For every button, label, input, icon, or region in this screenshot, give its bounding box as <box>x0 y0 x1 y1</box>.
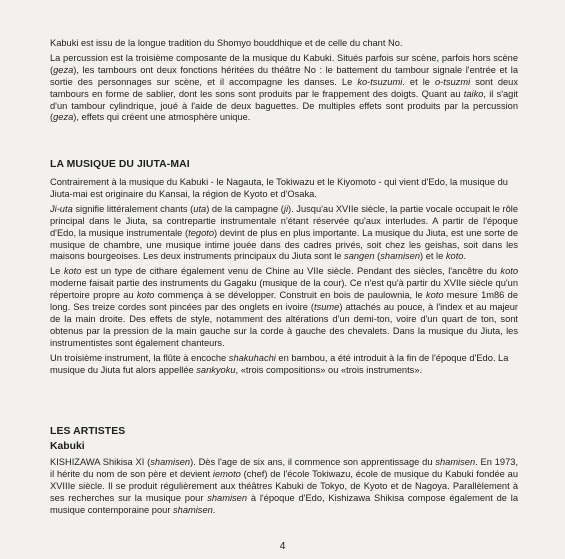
text-run: . <box>463 251 467 262</box>
text-run: . <box>212 504 216 515</box>
text-run: Un troisième instrument, la flûte à encoche <box>50 352 229 363</box>
artistes-heading: LES ARTISTES <box>50 426 126 437</box>
text-run: ). Dès l'age de six ans, il commence son apprentissage du <box>190 457 436 467</box>
artistes-paragraph-1 <box>50 457 518 517</box>
italic-term: uta <box>193 203 207 214</box>
text-run: moderne faisait partie des instruments du Gagaku (musique de la cour). Ce n'est qu'à partir du XVIIe siècle qu'un répertoire propre au <box>50 278 518 301</box>
italic-term: geza <box>53 64 74 75</box>
jiuta-section <box>50 159 518 377</box>
italic-term: tsume <box>314 302 340 313</box>
text-run: Le <box>50 266 64 277</box>
italic-term: shamisen <box>380 251 421 262</box>
jiuta-paragraph-4 <box>50 353 518 377</box>
jiuta-paragraph-3 <box>50 266 518 349</box>
text-run: ), effets qui créent une atmosphère unique. <box>73 112 251 123</box>
italic-term: koto <box>425 290 444 301</box>
jiuta-paragraph-2 <box>50 204 518 264</box>
text-run: à l'époque d'Edo, Kishizawa Shikisa compose également de la musique contemporaine pour <box>50 492 518 515</box>
italic-term: iemoto <box>212 468 241 479</box>
italic-term: geza <box>53 112 74 123</box>
italic-term: koto <box>136 290 155 301</box>
text-run: Kabuki est issu de la longue tradition du Shomyo bouddhique et de celle du chant No. <box>50 38 403 48</box>
text-run: . En 1973, il hérite du nom de son père et devient <box>50 457 518 479</box>
italic-term: o-tsuzmi <box>435 76 471 87</box>
italic-term: koto <box>63 266 82 277</box>
italic-term: shamisen <box>207 492 248 503</box>
text-run: La percussion est la troisième composante de la musique du Kabuki. Situés parfois sur scène, parfois hors scène ( <box>50 52 518 75</box>
italic-term: sangen <box>344 251 375 262</box>
artistes-section <box>50 426 518 517</box>
italic-term: ko-tsuzumi <box>357 76 403 87</box>
text-run: ), les tambours ont deux fonctions héritées du théâtre No : le battement du tambour signale l'entrée et la sortie des personnages sur scène, et il accompagne les danses. Le <box>50 64 518 87</box>
italic-term: ji <box>283 203 289 214</box>
intro-paragraph-1 <box>50 38 518 50</box>
intro-paragraph-2 <box>50 53 518 124</box>
text-run: ) attachés au pouce, à l'index et au majeur de la main droite. Des effets de style, notamment des altérations d'un demi-ton, voire d'un quart de ton, sont obtenus par la pression de la main gauche sur la corde à gauche des chevalets. Dans la musique du Jiuta, les instrumentistes sont également chanteurs. <box>50 302 518 348</box>
text-run: en bambou, a été introduit à la fin de l'époque d'Edo. La musique du Jiuta fut alors appellée <box>50 352 509 375</box>
text-run: ). Jusqu'au XVIIe siècle, la partie vocale occupait le rôle principal dans le Jiuta, sa contrepartie instrumentale n'étant réservée qu'aux interludes. A partir de l'époque d'Edo, la musique instrumentale ( <box>50 203 518 238</box>
jiuta-paragraph-1 <box>50 177 518 201</box>
italic-term: shakuhachi <box>228 352 276 363</box>
italic-term: taiko <box>463 88 484 99</box>
intro-section <box>50 38 518 124</box>
italic-term: koto <box>445 251 464 262</box>
page-number: 4 <box>279 540 286 552</box>
text-run: ) de la campagne ( <box>206 203 284 214</box>
italic-term: sankyoku <box>196 364 236 375</box>
text-run: (chef) de l'école Tokiwazu, école de musique du Kabuki fondée au XVIIIe siècle. Il se produit régulièrement aux théâtres Kabuki de Tokyo, de Kyoto et de Nagoya. Parallèlement à ses recherches sur la musique pour <box>50 468 518 503</box>
text-run: ) et le <box>420 251 446 262</box>
italic-term: koto <box>500 266 518 277</box>
text-run: Contrairement à la musique du Kabuki - le Nagauta, le Tokiwazu et le Kiyomoto - qui vient d'Edo, la musique du Jiuta-mai est originaire du Kansai, la région de Kyoto et d'Osaka. <box>50 177 508 199</box>
text-run: KISHIZAWA Shikisa XI ( <box>50 457 151 467</box>
text-run: , il s'agit d'un tambour cylindrique, joué à l'aide de deux baguettes. De multiples effets sont produits par la percussion ( <box>50 88 518 123</box>
text-run: ( <box>374 251 381 262</box>
italic-term: Ji-uta <box>50 203 73 214</box>
text-run: , «trois compositions» ou «trois instruments». <box>235 364 423 375</box>
text-run: mesure 1m86 de long. Ses treize cordes sont pincées par des onglets en ivoire ( <box>50 290 518 313</box>
italic-term: tegoto <box>188 227 215 238</box>
text-run: ) devint de plus en plus importante. La musique du Jiuta, est une sorte de musique de chambre, une musique intime jouée dans des cadres privés, soit chez les geishas, soit dans les maisons bourgeoises. Les deux instruments principaux du Jiuta sont le <box>50 227 518 262</box>
text-run: commença à se développer. Construit en bois de paulownia, le <box>154 290 426 301</box>
jiuta-heading: LA MUSIQUE DU JIUTA-MAI <box>50 159 190 170</box>
text-run: sont deux tambours en forme de sablier, dont les sons sont produits par le frappement des doigts. Quant au <box>50 76 518 99</box>
italic-term: shamisen <box>173 504 213 515</box>
text-run: signifie littéralement chants ( <box>72 203 194 214</box>
text-run: . et le <box>402 76 436 87</box>
italic-term: shamisen <box>435 457 476 467</box>
kabuki-subheading: Kabuki <box>50 441 85 452</box>
text-run: est un type de cithare également venu de Chine au VIIe siècle. Pendant des siècles, l'ancêtre du <box>81 266 501 277</box>
italic-term: shamisen <box>150 457 191 467</box>
